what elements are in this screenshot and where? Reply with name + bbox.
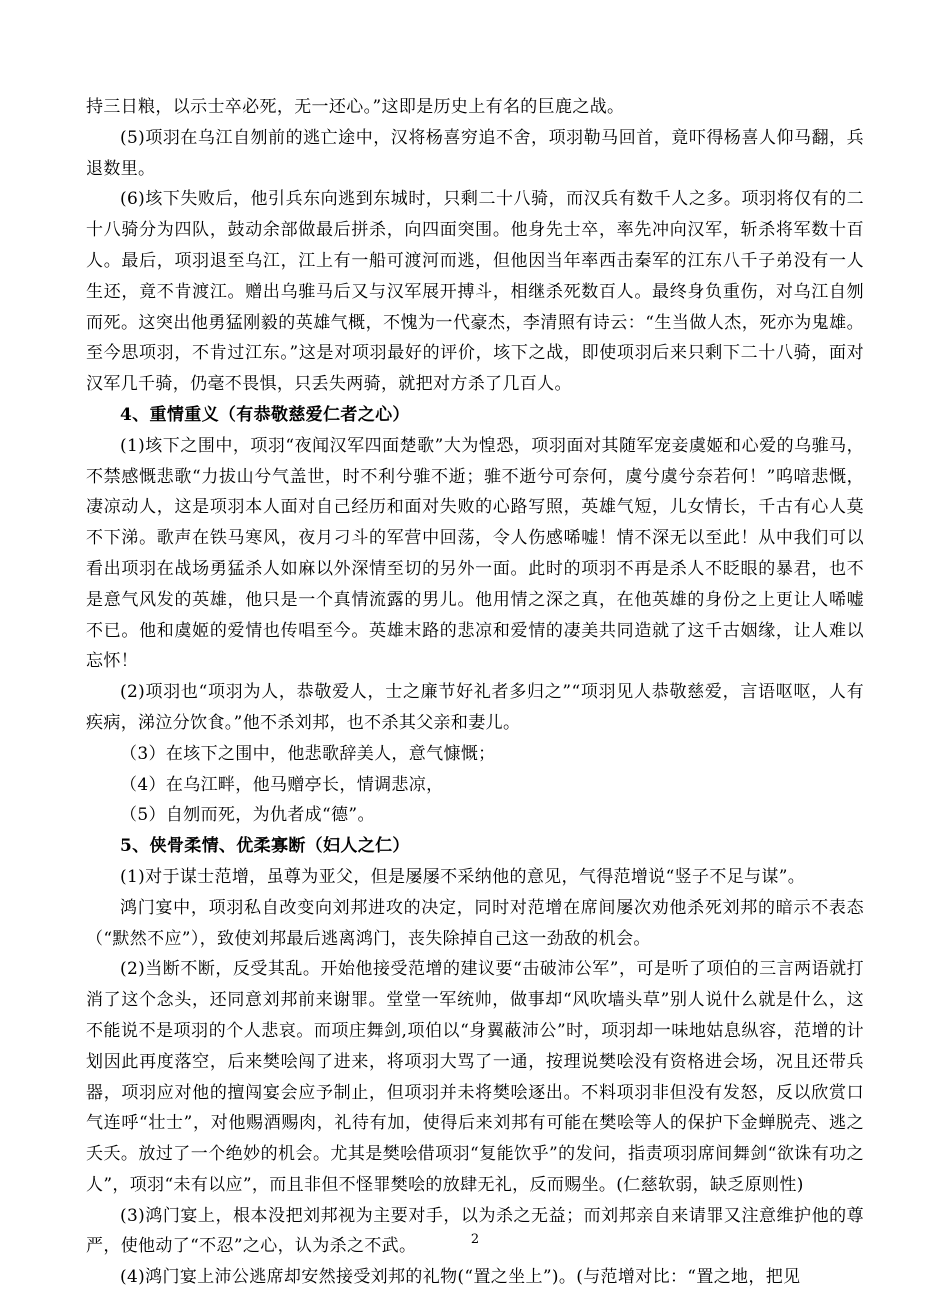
paragraph-8: （4）在乌江畔，他马赠亭长，情调悲凉， xyxy=(120,774,444,795)
paragraph-11: (1)对于谋士范增，虽尊为亚父，但是屡屡不采纳他的意见，气得范增说“竖子不足与谋”。 xyxy=(120,866,806,887)
section-heading-4: 4、重情重义（有恭敬慈爱仁者之心） xyxy=(120,404,410,425)
paragraph-1: 持三日粮，以示士卒必死，无一还心。”这即是历史上有名的巨鹿之战。 xyxy=(86,97,625,117)
document-page xyxy=(86,92,864,1293)
paragraph-2: (5)项羽在乌江自刎前的逃亡途中，汉将杨喜穷追不舍，项羽勒马回首，竟吓得杨喜人仰马翻，兵退数里。 xyxy=(86,127,864,179)
paragraph-6: (2)项羽也“项羽为人，恭敬爱人，士之廉节好礼者多归之”“项羽见人恭敬慈爱，言语呕呕，人有疾病，涕泣分饮食。”他不杀刘邦，也不杀其父亲和妻儿。 xyxy=(86,682,864,733)
paragraph-14: (3)鸿门宴上，根本没把刘邦视为主要对手，以为杀之无益；而刘邦亲自来请罪又注意维护他的尊严，使他动了“不忍”之心，认为杀之不武。 xyxy=(86,1205,864,1257)
paragraph-13: (2)当断不断，反受其乱。开始他接受范增的建议要“击破沛公军”，可是听了项伯的三言两语就打消了这个念头，还同意刘邦前来谢罪。堂堂一军统帅，做事却“风吹墙头草”别人说什么就是什么，这不能说不是项羽的个人悲哀。而项庄舞剑,项伯以“身翼蔽沛公”时，项羽却一味地姑息纵容，范增的计划因此再度落空，后来樊哙闯了进来，将项羽大骂了一通，按理说樊哙没有资格进会场，况且还带兵器，项羽应对他的擅闯宴会应予制止，但项羽并未将樊哙逐出。不料项羽非但没有发怒，反以欣赏口气连呼“壮士”，对他赐酒赐肉，礼待有加，使得后来刘邦有可能在樊哙等人的保护下金蝉脱壳、逃之夭夭。放过了一个绝妙的机会。尤其是樊哙借项羽“复能饮乎”的发问，指责项羽席间舞剑“欲诛有功之人”，项羽“未有以应”，而且非但不怪罪樊哙的放肆无礼，反而赐坐。(仁慈软弱，缺乏原则性) xyxy=(86,959,864,1195)
page-number: 2 xyxy=(470,1232,480,1247)
paragraph-9: （5）自刎而死，为仇者成“德”。 xyxy=(120,805,375,826)
paragraph-3: (6)垓下失败后，他引兵东向逃到东城时，只剩二十八骑，而汉兵有数千人之多。项羽将仅有的二十八骑分为四队，鼓动余部做最后拼杀，向四面突围。他身先士卒，率先冲向汉军，斩杀将军数十百人。最后，项羽退至乌江，江上有一船可渡河而逃，但他因当年率西击秦军的江东八千子弟没有一人生还，竟不肯渡江。赠出乌骓马后又与汉军展开搏斗，相继杀死数百人。最终身负重伤，对乌江自刎而死。这突出他勇猛刚毅的英雄气概，不愧为一代豪杰，李清照有诗云：“生当做人杰，死亦为鬼雄。至今思项羽，不肯过江东。”这是对项羽最好的评价，垓下之战，即使项羽后来只剩下二十八骑，面对汉军几千骑，仍毫不畏惧，只丢失两骑，就把对方杀了几百人。 xyxy=(86,189,864,395)
paragraph-12: 鸿门宴中，项羽私自改变向刘邦进攻的决定，同时对范增在席间屡次劝他杀死刘邦的暗示不表态（“默然不应”），致使刘邦最后逃离鸿门，丧失除掉自己这一劲敌的机会。 xyxy=(86,897,864,949)
paragraph-5: (1)垓下之围中，项羽“夜闻汉军四面楚歌”大为惶恐，项羽面对其随军宠妾虞姬和心爱的乌骓马，不禁感慨悲歌“力拔山兮气盖世，时不利兮骓不逝；骓不逝兮可奈何，虞兮虞兮奈若何！”呜喑悲慨，凄凉动人，这是项羽本人面对自己经历和面对失败的心路写照，英雄气短，儿女情长，千古有心人莫不下涕。歌声在铁马寒风，夜月刁斗的军营中回荡，令人伤感唏嘘！情不深无以至此！从中我们可以看出项羽在战场勇猛杀人如麻以外深情至切的另外一面。此时的项羽不再是杀人不眨眼的暴君，也不是意气风发的英雄，他只是一个真情流露的男儿。他用情之深之真，在他英雄的身份之上更让人唏嘘不已。他和虞姬的爱情也传唱至今。英雄末路的悲凉和爱情的凄美共同造就了这千古姻缘，让人难以忘怀！ xyxy=(86,435,864,672)
section-heading-5: 5、侠骨柔情、优柔寡断（妇人之仁） xyxy=(120,836,410,857)
paragraph-15: (4)鸿门宴上沛公逃席却安然接受刘邦的礼物(“置之坐上”)。(与范增对比：“置之地，把见 xyxy=(120,1267,801,1288)
paragraph-7: （3）在垓下之围中，他悲歌辞美人，意气慷慨； xyxy=(120,743,496,764)
